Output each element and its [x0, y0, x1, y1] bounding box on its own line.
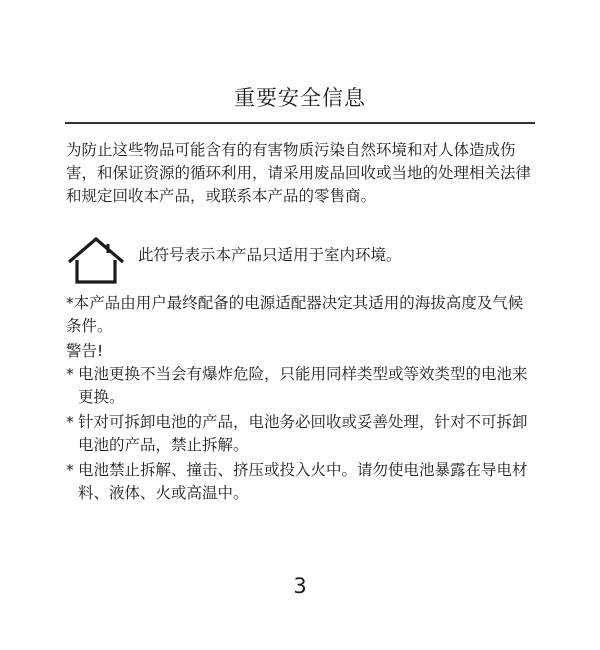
- altitude-note: *本产品由用户最终配备的电源适配器决定其适用的海拔高度及气候条件。: [66, 294, 524, 335]
- bullet-mark: *: [66, 461, 74, 479]
- warning-item: [66, 459, 538, 505]
- warning-item-text: 电池更换不当会有爆炸危险，只能用同样类型或等效类型的电池来更换。: [78, 365, 528, 406]
- warning-item: [66, 411, 538, 457]
- house-icon: [66, 236, 128, 286]
- disposal-paragraph: 为防止这些物品可能含有的有害物质污染自然环境和对人体造成伤害，和保证资源的循环利用，请采用废品回收或当地的处理相关法律和规定回收本产品，或联系本产品的零售商。: [66, 141, 532, 205]
- bullet-mark: *: [66, 413, 74, 431]
- page-title: 重要安全信息: [234, 86, 366, 110]
- warning-item-text: 针对可拆卸电池的产品，电池务必回收或妥善处理，针对不可拆卸电池的产品，禁止拆解。: [78, 413, 528, 454]
- bullet-mark: *: [66, 365, 74, 383]
- indoor-symbol-text: 此符号表示本产品只适用于室内环境。: [138, 246, 402, 264]
- warning-list: [66, 363, 538, 507]
- indoor-symbol-row: [66, 236, 536, 286]
- warning-item: [66, 363, 538, 409]
- warning-heading: 警告!: [66, 342, 104, 360]
- page-number: 3: [293, 574, 307, 598]
- warning-item-text: 电池禁止拆解、撞击、挤压或投入火中。请勿使电池暴露在导电材料、液体、火或高温中。: [78, 461, 528, 502]
- title-divider: [65, 122, 535, 124]
